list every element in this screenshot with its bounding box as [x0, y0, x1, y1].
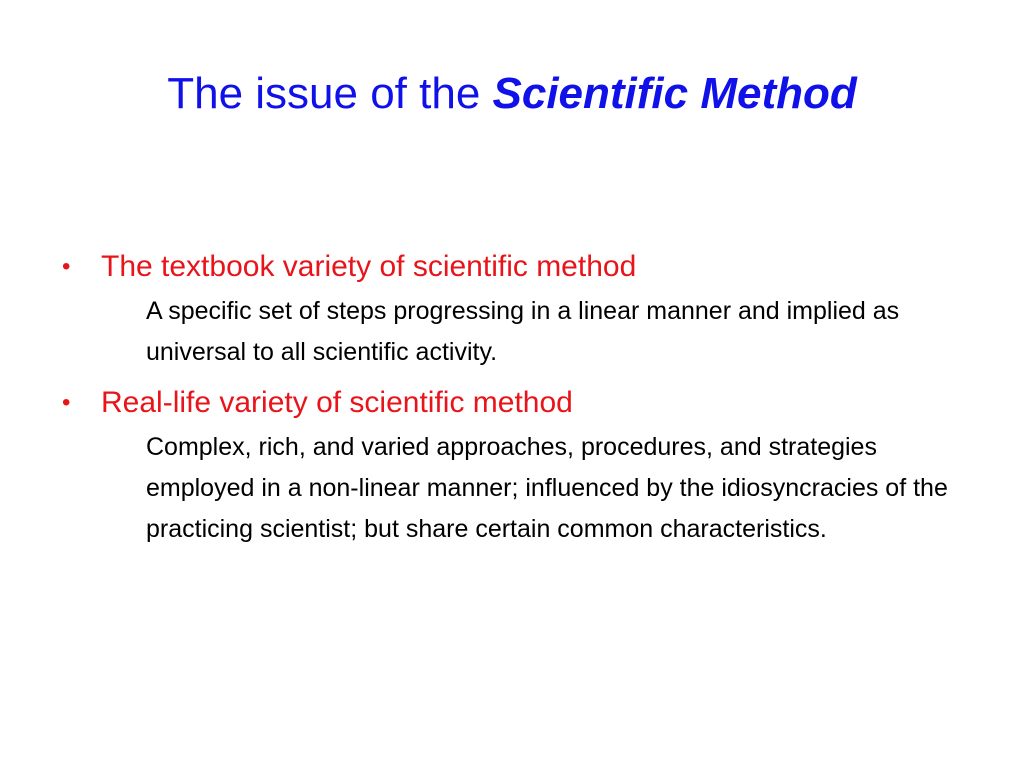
bullet-description: A specific set of steps progressing in a linear manner and implied as universal to all scientific activity. [146, 297, 900, 366]
bullet-item-textbook [62, 245, 982, 289]
bullet-heading: The textbook variety of scientific method [101, 250, 637, 283]
bullet-description: Complex, rich, and varied approaches, procedures, and strategies employed in a non-linear manner; influenced by the idiosyncracies of the practicing scientist; but share certain common characteristics. [146, 433, 948, 543]
bullet-dot-icon: • [62, 253, 71, 280]
bullet-heading: Real-life variety of scientific method [101, 386, 573, 419]
bullet-dot-icon: • [62, 389, 71, 416]
bullet-item-real-life [62, 381, 982, 425]
title-plain-text: The issue of the [167, 69, 493, 118]
title-emphasis-text: Scientific Method [492, 69, 857, 118]
slide-title [0, 64, 1024, 124]
slide-body [62, 245, 982, 558]
